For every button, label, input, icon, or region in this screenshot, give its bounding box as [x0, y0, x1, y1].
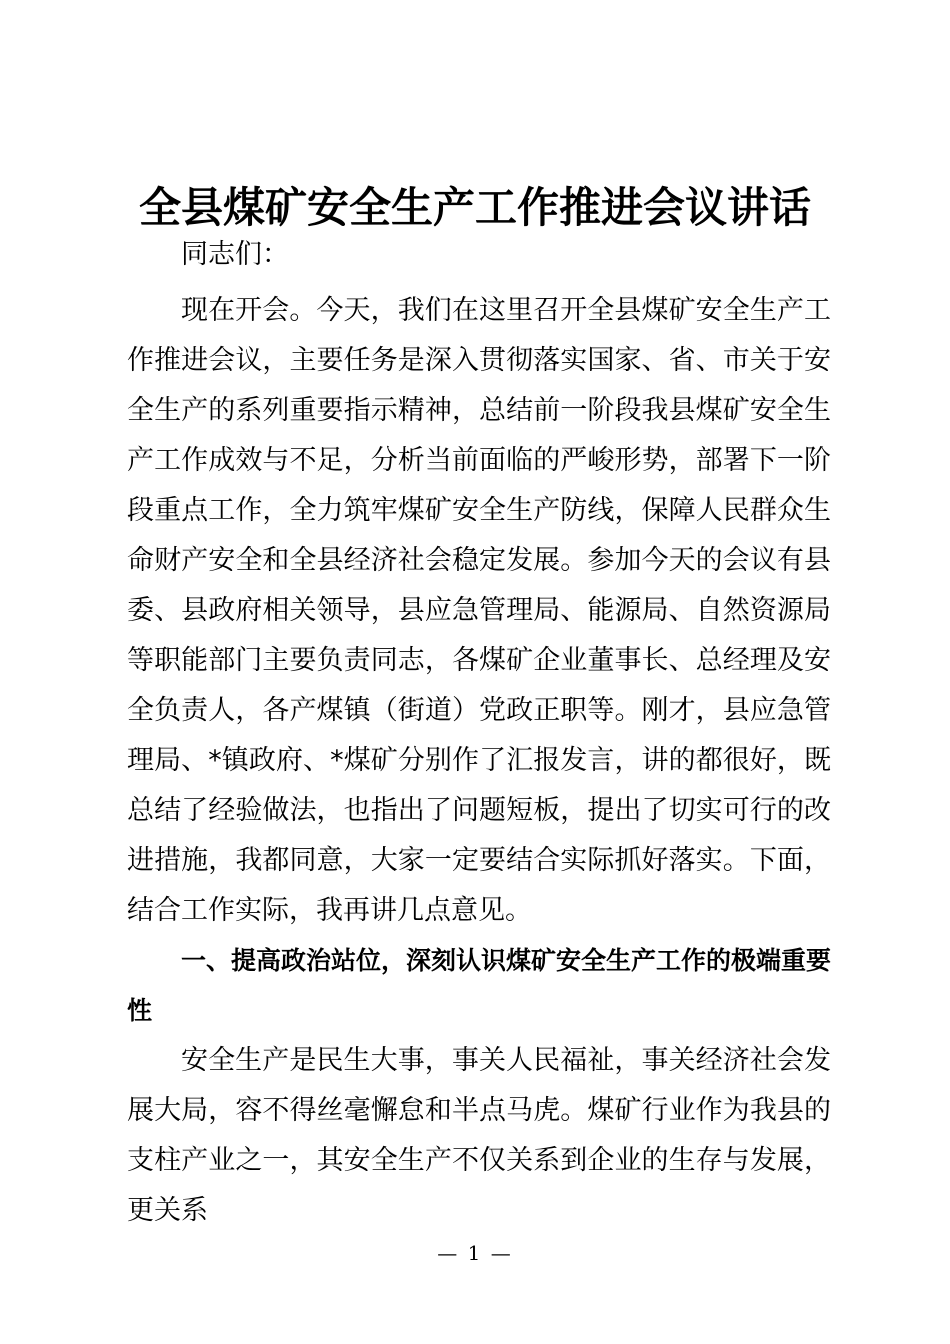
- section-heading-1: 一、提高政治站位，深刻认识煤矿安全生产工作的极端重要性: [127, 946, 832, 1025]
- paragraph-section-1: 安全生产是民生大事，事关人民福祉，事关经济社会发展大局，容不得丝毫懈怠和半点马虎。煤矿行业作为我县的支柱产业之一，其安全生产不仅关系到企业的生存与发展，更关系: [127, 1045, 831, 1226]
- document-title: 全县煤矿安全生产工作推进会议讲话: [138, 183, 811, 232]
- greeting: 同志们：: [181, 239, 289, 270]
- paragraph-opening: 现在开会。今天，我们在这里召开全县煤矿安全生产工作推进会议，主要任务是深入贯彻落实国家、省、市关于安全生产的系列重要指示精神，总结前一阶段我县煤矿安全生产工作成效与不足，分析当前面临的严峻形势，部署下一阶段重点工作，全力筑牢煤矿安全生产防线，保障人民群众生命财产安全和全县经济社会稳定发展。参加今天的会议有县委、县政府相关领导，县应急管理局、能源局、自然资源局等职能部门主要负责同志，各煤矿企业董事长、总经理及安全负责人，各产煤镇（街道）党政正职等。刚才，县应急管理局、*镇政府、*煤矿分别作了汇报发言，讲的都很好，既总结了经验做法，也指出了问题短板，提出了切实可行的改进措施，我都同意，大家一定要结合实际抓好落实。下面，结合工作实际，我再讲几点意见。: [127, 295, 831, 926]
- page-number: — 1 —: [437, 1241, 513, 1265]
- document-body: [127, 232, 831, 1236]
